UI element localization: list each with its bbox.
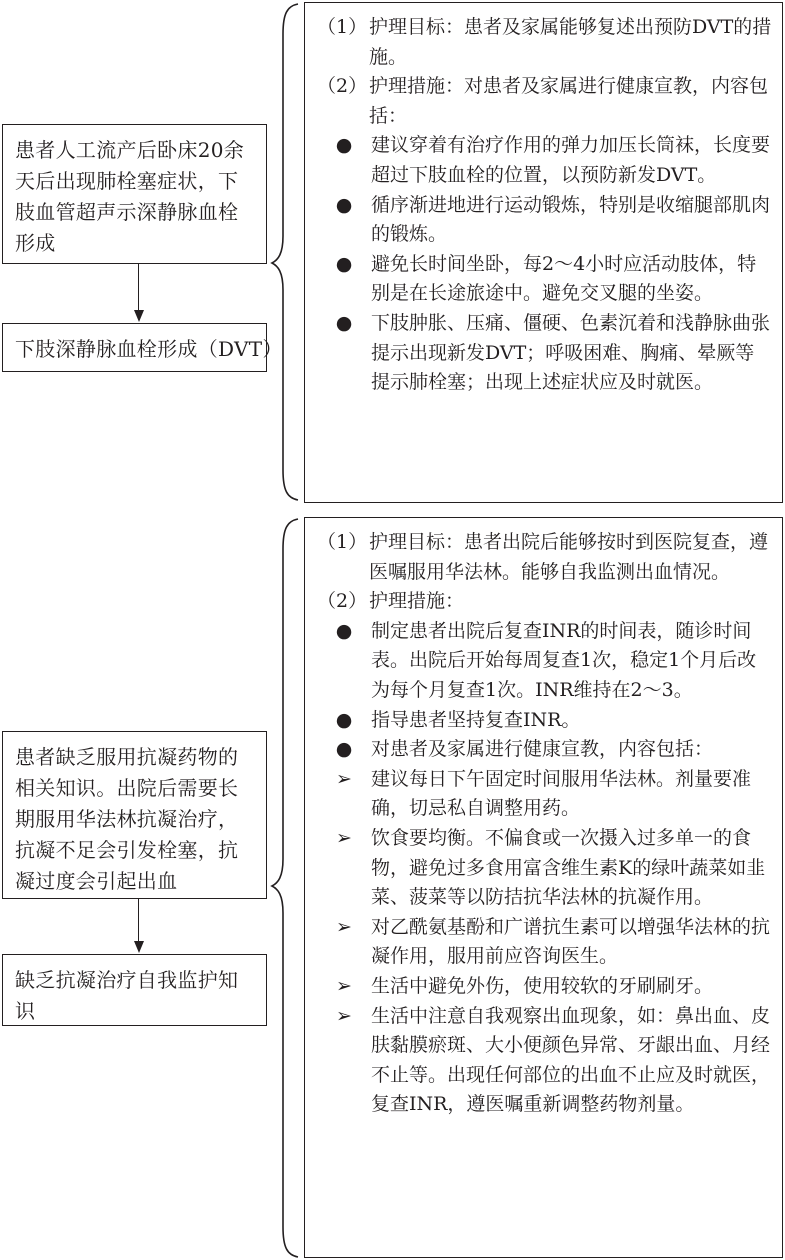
bullet-icon: ● xyxy=(335,619,353,642)
measures-number: （2） xyxy=(317,75,368,98)
section1-problem-text: 患者人工流产后卧床20余天后出现肺栓塞症状，下肢血管超声示深静脉血栓形成 xyxy=(15,138,245,255)
measures-text: 护理措施： xyxy=(369,590,465,613)
section1-flow-arrow xyxy=(138,264,139,312)
bullet-icon: ● xyxy=(335,193,353,216)
section1-care-measures xyxy=(317,72,772,131)
goal-text: 护理目标：患者出院后能够按时到医院复查，遵医嘱服用华法林。能够自我监测出血情况。 xyxy=(369,531,769,583)
list-item xyxy=(317,191,772,250)
list-item xyxy=(317,706,772,736)
list-item xyxy=(317,972,772,1002)
bullet-icon: ● xyxy=(335,134,353,157)
arrow-bullet-icon: ➢ xyxy=(336,1004,352,1027)
list-item xyxy=(317,765,772,824)
section2-care-goal xyxy=(317,528,772,587)
section2-diagnosis-text: 缺乏抗凝治疗自我监护知识 xyxy=(15,968,239,1023)
list-item xyxy=(317,824,772,913)
list-item xyxy=(317,1002,772,1120)
section1-diagnosis-text: 下肢深静脉血栓形成（DVT） xyxy=(15,337,283,361)
section2-care-plan-box xyxy=(304,517,783,1258)
bullet-icon: ● xyxy=(335,738,353,761)
measures-number: （2） xyxy=(317,590,368,613)
bullet-icon: ● xyxy=(335,252,353,275)
arrow-bullet-icon: ➢ xyxy=(336,826,352,849)
list-item-text: 避免长时间坐卧，每2～4小时应活动肢体，特别是在长途旅途中。避免交叉腿的坐姿。 xyxy=(371,252,757,305)
section2-problem-text: 患者缺乏服用抗凝药物的相关知识。出院后需要长期服用华法林抗凝治疗，抗凝不足会引发栓塞，抗凝过度会引起出血 xyxy=(15,745,239,893)
list-item-text: 指导患者坚持复查INR。 xyxy=(371,708,581,731)
section2-problem-box xyxy=(2,731,267,899)
bullet-icon: ● xyxy=(335,708,353,731)
arrow-bullet-icon: ➢ xyxy=(336,767,352,790)
section1-problem-box xyxy=(2,124,267,264)
list-item xyxy=(317,735,772,765)
goal-text: 护理目标：患者及家属能够复述出预防DVT的措施。 xyxy=(369,16,772,68)
section2-diagnosis-box xyxy=(2,954,267,1026)
section2-flow-arrow xyxy=(138,899,139,943)
section1-flow-arrowhead xyxy=(134,310,144,322)
arrow-bullet-icon: ➢ xyxy=(336,974,352,997)
list-item-text: 循序渐进地进行运动锻炼，特别是收缩腿部肌肉的锻炼。 xyxy=(371,193,771,246)
bullet-icon: ● xyxy=(335,311,353,334)
goal-number: （1） xyxy=(317,531,368,553)
list-item-text: 饮食要均衡。不偏食或一次摄入过多单一的食物，避免过多食用富含维生素K的绿叶蔬菜如韭菜、菠菜等以防拮抗华法林的抗凝作用。 xyxy=(371,826,766,909)
list-item-text: 建议穿着有治疗作用的弹力加压长筒袜，长度要超过下肢血栓的位置，以预防新发DVT。 xyxy=(371,134,771,186)
list-item xyxy=(317,250,772,309)
list-item xyxy=(317,309,772,398)
goal-number: （1） xyxy=(317,16,368,38)
section1-care-plan-box xyxy=(304,2,783,503)
section1-curly-brace xyxy=(270,2,306,502)
list-item-text: 对患者及家属进行健康宣教，内容包括： xyxy=(371,738,714,761)
list-item-text: 生活中避免外伤，使用较软的牙刷刷牙。 xyxy=(371,974,714,997)
list-item-text: 生活中注意自我观察出血现象，如：鼻出血、皮肤黏膜瘀斑、大小便颜色异常、牙龈出血、月经不止等。出现任何部位的出血不止应及时就医，复查INR，遵医嘱重新调整药物剂量。 xyxy=(371,1004,771,1116)
list-item xyxy=(317,913,772,972)
section2-flow-arrowhead xyxy=(134,941,144,953)
list-item xyxy=(317,617,772,706)
list-item-text: 对乙酰氨基酚和广谱抗生素可以增强华法林的抗凝作用，服用前应咨询医生。 xyxy=(371,915,771,968)
list-item-text: 制定患者出院后复查INR的时间表，随诊时间表。出院后开始每周复查1次，稳定1个月后改为每个月复查1次。INR维持在2～3。 xyxy=(371,619,757,701)
section2-care-measures xyxy=(317,587,772,617)
list-item-text: 下肢肿胀、压痛、僵硬、色素沉着和浅静脉曲张提示出现新发DVT；呼吸困难、胸痛、晕厥等提示肺栓塞；出现上述症状应及时就医。 xyxy=(371,311,771,394)
list-item xyxy=(317,131,772,190)
section1-diagnosis-box xyxy=(2,323,283,372)
arrow-bullet-icon: ➢ xyxy=(336,915,352,938)
measures-text: 护理措施：对患者及家属进行健康宣教，内容包括： xyxy=(369,75,769,127)
section2-curly-brace xyxy=(270,517,306,1259)
section1-care-goal xyxy=(317,13,772,72)
list-item-text: 建议每日下午固定时间服用华法林。剂量要准确，切忌私自调整用药。 xyxy=(371,767,752,820)
